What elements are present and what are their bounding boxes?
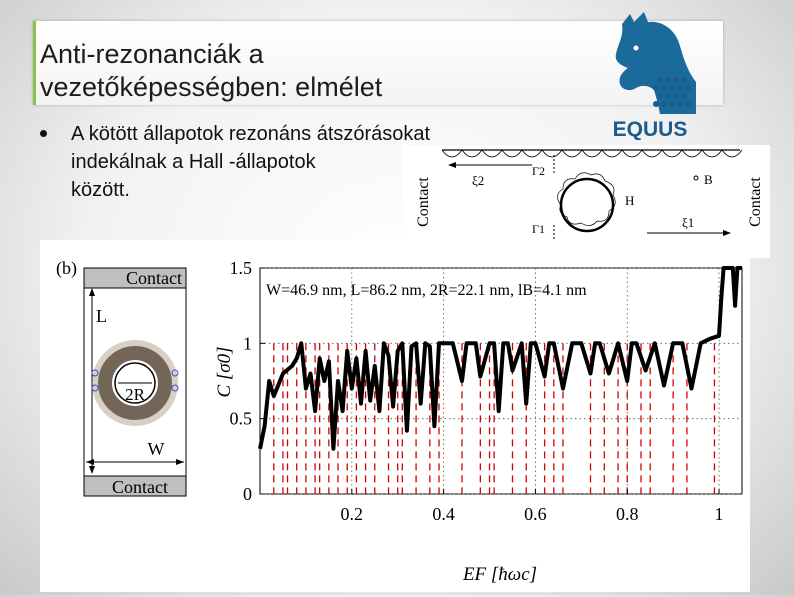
logo-text: EQUUS xyxy=(612,118,688,140)
right-contact-label: Contact xyxy=(747,177,764,227)
gamma2-label: Γ2 xyxy=(532,164,545,178)
bottom-contact-label: Contact xyxy=(112,477,168,497)
title-accent-bar xyxy=(33,21,36,105)
h-label: H xyxy=(625,193,635,208)
xi2-label: ξ2 xyxy=(472,173,485,188)
gamma1-label: Γ1 xyxy=(532,222,545,236)
bullet-dot xyxy=(40,130,47,137)
equus-logo xyxy=(600,10,700,140)
bullet-text: A kötött állapotok rezonáns átszórásokat indekálnak a Hall -állapotok között. xyxy=(71,123,431,201)
horse-head-logo-icon xyxy=(600,10,700,140)
conductance-chart xyxy=(40,240,750,592)
top-contact-label: Contact xyxy=(126,268,182,288)
x-tick-label: 0.2 xyxy=(340,504,364,524)
x-tick-label: 0.4 xyxy=(432,504,455,524)
main-figure xyxy=(40,240,750,592)
x-tick-label: 0.6 xyxy=(524,504,547,524)
y-tick-label: 1 xyxy=(243,333,252,354)
x-axis-label: EF [ħωc] xyxy=(462,564,538,585)
x-tick-label: 1 xyxy=(714,504,724,524)
y-axis-label: C [σ0] xyxy=(214,346,235,398)
left-contact-label: Contact xyxy=(415,177,432,227)
b-label: B xyxy=(704,172,713,187)
xi1-label: ξ1 xyxy=(682,215,695,230)
w-label: W xyxy=(147,439,165,459)
l-label: L xyxy=(96,306,107,326)
two-r-label: 2R xyxy=(125,385,145,404)
slide-title: Anti-rezonanciák a vezetőképességben: elmélet xyxy=(40,39,383,102)
y-tick-label: 1.5 xyxy=(229,258,252,278)
panel-b-label: (b) xyxy=(56,258,77,278)
x-tick-label: 0.8 xyxy=(615,504,639,524)
y-tick-label: 0 xyxy=(243,484,252,504)
y-tick-label: 0.5 xyxy=(229,408,252,429)
chart-annotation: W=46.9 nm, L=86.2 nm, 2R=22.1 nm, lB=4.1 nm xyxy=(266,282,587,299)
